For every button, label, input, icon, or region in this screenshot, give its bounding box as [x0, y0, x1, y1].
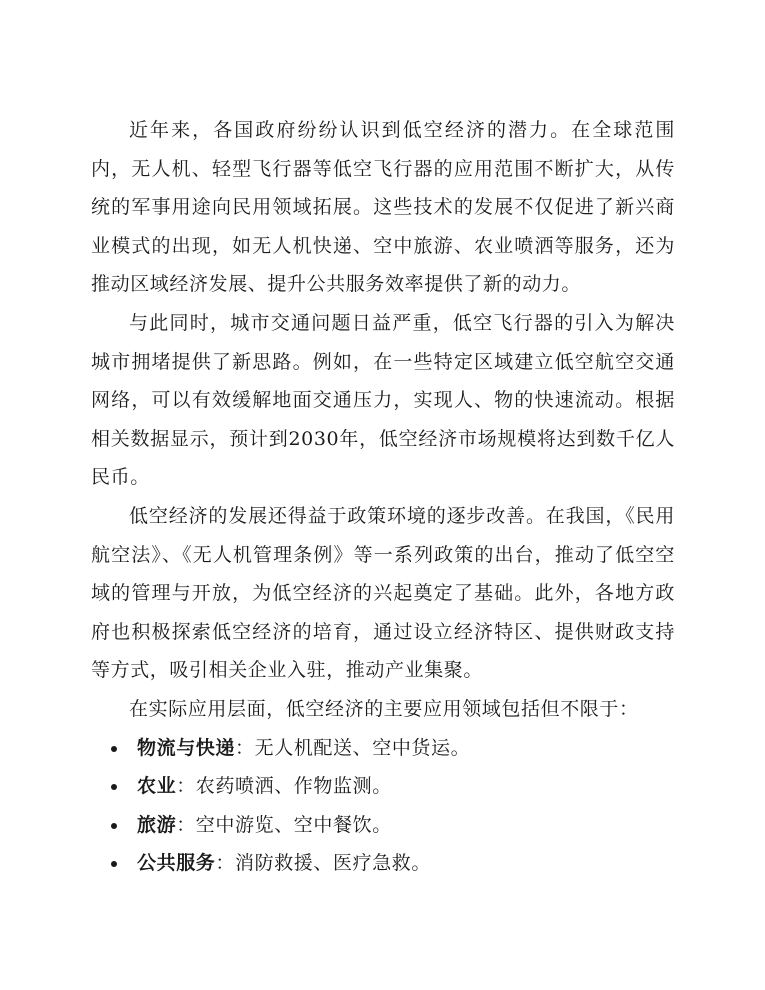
paragraph-policy: 低空经济的发展还得益于政策环境的逐步改善。在我国，《民用航空法》、《无人机管理条例》等一系列政策的出台，推动了低空空域的管理与开放，为低空经济的兴起奠定了基础。此外，各地方政府也积极探索低空经济的培育，通过设立经济特区、提供财政支持等方式，吸引相关企业入驻，推动产业集聚。 — [91, 504, 675, 682]
list-item — [91, 844, 675, 883]
bullet-icon — [111, 784, 117, 790]
list-item-desc: ：空中游览、空中餐饮。 — [176, 813, 392, 836]
bullet-icon — [111, 823, 117, 829]
application-list — [91, 729, 675, 883]
list-item-term: 农业 — [137, 775, 177, 798]
list-item — [91, 767, 675, 806]
list-item-term: 旅游 — [137, 813, 177, 836]
paragraph-intro: 近年来，各国政府纷纷认识到低空经济的潜力。在全球范围内，无人机、轻型飞行器等低空飞行器的应用范围不断扩大，从传统的军事用途向民用领域拓展。这些技术的发展不仅促进了新兴商业模式的出现，如无人机快递、空中旅游、农业喷洒等服务，还为推动区域经济发展、提升公共服务效率提供了新的动力。 — [91, 119, 675, 296]
list-item-desc: ：无人机配送、空中货运。 — [235, 736, 471, 759]
list-item — [91, 729, 675, 768]
bullet-icon — [111, 746, 117, 752]
document-page — [91, 111, 675, 883]
list-item — [91, 806, 675, 845]
paragraph-applications-lead: 在实际应用层面，低空经济的主要应用领域包括但不限于： — [129, 697, 639, 720]
list-item-desc: ：农药喷洒、作物监测。 — [176, 775, 392, 798]
list-item-term: 公共服务 — [137, 852, 216, 875]
list-item-desc: ：消防救援、医疗急救。 — [215, 852, 432, 875]
list-item-term: 物流与快递 — [137, 736, 236, 759]
paragraph-urban-traffic: 与此同时，城市交通问题日益严重，低空飞行器的引入为解决城市拥堵提供了新思路。例如，在一些特定区域建立低空航空交通网络，可以有效缓解地面交通压力，实现人、物的快速流动。根据相关数据显示，预计到2030年，低空经济市场规模将达到数千亿人民币。 — [91, 311, 675, 489]
bullet-icon — [111, 861, 117, 867]
